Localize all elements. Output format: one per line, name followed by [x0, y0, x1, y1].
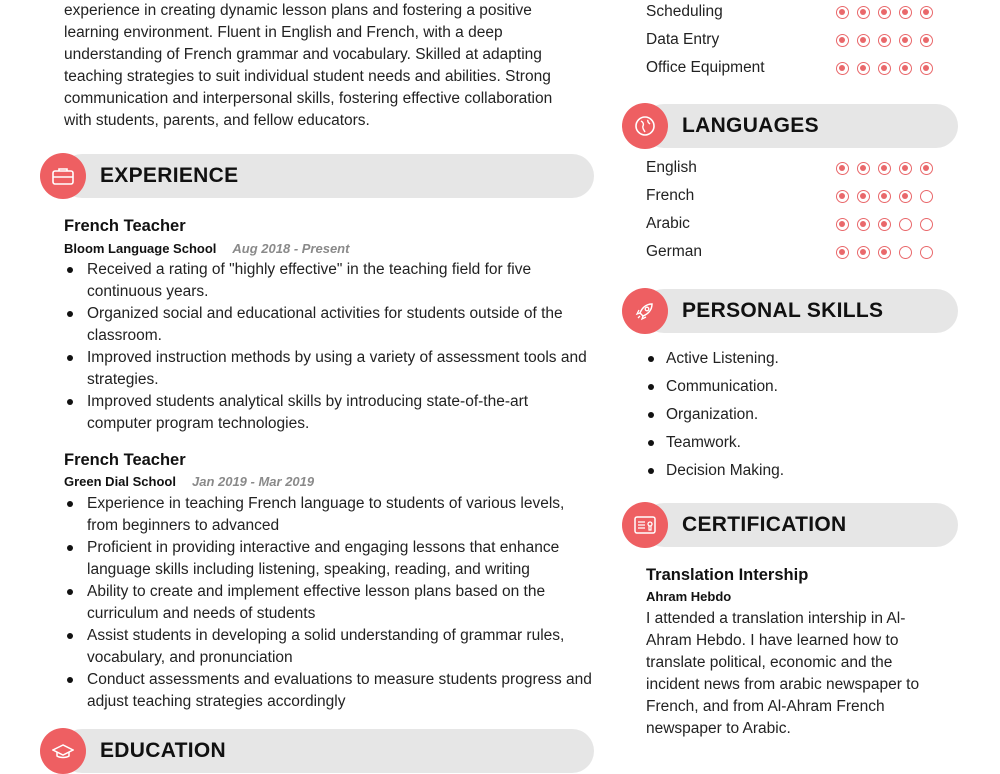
rating-dot-filled	[857, 190, 870, 203]
rating-dots	[836, 162, 933, 175]
rating-dot-filled	[836, 34, 849, 47]
language-row	[646, 159, 946, 181]
rating-dot-filled	[899, 6, 912, 19]
skill-row	[646, 59, 946, 81]
rating-dot-filled	[857, 34, 870, 47]
list-item: Improved students analytical skills by introducing state-of-the-art computer program technologies.	[64, 391, 594, 435]
language-row	[646, 187, 946, 209]
rating-dot-filled	[836, 162, 849, 175]
rating-dot-filled	[836, 190, 849, 203]
language-row	[646, 215, 946, 237]
job-meta	[64, 241, 349, 256]
list-item: Decision Making.	[646, 457, 784, 485]
rating-dot-empty	[920, 246, 933, 259]
summary-line: experience in creating dynamic lesson plans and fostering a positive	[64, 2, 532, 19]
language-label: French	[646, 187, 695, 204]
rating-dot-filled	[857, 162, 870, 175]
company-name: Green Dial School	[64, 474, 176, 489]
rating-dots	[836, 218, 933, 231]
rating-dot-filled	[857, 246, 870, 259]
rating-dot-filled	[836, 218, 849, 231]
rating-dot-empty	[899, 218, 912, 231]
job-title: French Teacher	[64, 217, 186, 235]
list-item: Improved instruction methods by using a variety of assessment tools and strategies.	[64, 347, 594, 391]
certificate-icon	[622, 502, 668, 548]
rating-dot-filled	[857, 62, 870, 75]
section-title: CERTIFICATION	[682, 513, 847, 536]
job-title: French Teacher	[64, 451, 186, 469]
rating-dot-filled	[899, 62, 912, 75]
list-item: Organized social and educational activities for students outside of the classroom.	[64, 303, 594, 347]
list-item: Ability to create and implement effective lesson plans based on the curriculum and needs of students	[64, 581, 594, 625]
job-dates: Aug 2018 - Present	[232, 241, 350, 256]
language-row	[646, 243, 946, 265]
list-item: Experience in teaching French language to students of various levels, from beginners to advanced	[64, 493, 594, 537]
rating-dot-empty	[920, 218, 933, 231]
certification-org: Ahram Hebdo	[646, 589, 732, 604]
list-item: Assist students in developing a solid understanding of grammar rules, vocabulary, and pronunciation	[64, 625, 594, 669]
rating-dot-filled	[836, 6, 849, 19]
certification-title: Translation Intership	[646, 566, 809, 584]
job-bullets	[64, 493, 594, 713]
rating-dot-filled	[920, 62, 933, 75]
summary-line: with students, parents, and fellow educators.	[64, 112, 370, 129]
language-label: English	[646, 159, 697, 176]
education-section-header	[60, 729, 594, 773]
profile-summary	[64, 0, 584, 132]
section-title: PERSONAL SKILLS	[682, 299, 884, 322]
skill-row	[646, 3, 946, 25]
list-item: Received a rating of "highly effective" in the teaching field for five continuous years.	[64, 259, 594, 303]
list-item: Teamwork.	[646, 429, 784, 457]
list-item: Organization.	[646, 401, 784, 429]
skill-label: Scheduling	[646, 3, 723, 20]
rating-dots	[836, 34, 933, 47]
globe-icon	[622, 103, 668, 149]
certification-section-header	[642, 503, 958, 547]
skill-label: Data Entry	[646, 31, 720, 48]
list-item: Communication.	[646, 373, 784, 401]
rating-dots	[836, 246, 933, 259]
rating-dot-filled	[920, 6, 933, 19]
summary-line: teaching strategies to suit individual student needs and abilities. Strong	[64, 68, 551, 85]
section-title: EXPERIENCE	[100, 164, 239, 187]
job-dates: Jan 2019 - Mar 2019	[191, 474, 315, 489]
list-item: Conduct assessments and evaluations to measure students progress and adjust teaching strategies accordingly	[64, 669, 594, 713]
rating-dots	[836, 6, 933, 19]
rocket-icon	[622, 288, 668, 334]
company-name: Bloom Language School	[64, 241, 217, 256]
rating-dot-filled	[899, 34, 912, 47]
rating-dot-filled	[836, 62, 849, 75]
job-bullets	[64, 259, 594, 435]
rating-dot-filled	[878, 6, 891, 19]
personal-skills-section-header	[642, 289, 958, 333]
summary-line: learning environment. Fluent in English and French, with a deep	[64, 24, 503, 41]
rating-dots	[836, 62, 933, 75]
language-label: German	[646, 243, 702, 260]
section-title: EDUCATION	[100, 739, 226, 762]
rating-dot-filled	[857, 218, 870, 231]
rating-dot-filled	[899, 162, 912, 175]
skill-label: Office Equipment	[646, 59, 765, 76]
language-label: Arabic	[646, 215, 690, 232]
job-meta	[64, 474, 314, 489]
graduation-cap-icon	[40, 728, 86, 774]
summary-line: understanding of French grammar and vocabulary. Skilled at adapting	[64, 46, 542, 63]
briefcase-icon	[40, 153, 86, 199]
rating-dot-filled	[920, 162, 933, 175]
rating-dot-filled	[878, 190, 891, 203]
rating-dot-filled	[878, 218, 891, 231]
personal-skills-list	[646, 345, 784, 485]
rating-dot-filled	[899, 190, 912, 203]
rating-dot-filled	[878, 162, 891, 175]
list-item: Proficient in providing interactive and engaging lessons that enhance language skills including listening, speaking, reading, and writing	[64, 537, 594, 581]
rating-dot-filled	[836, 246, 849, 259]
section-title: LANGUAGES	[682, 114, 819, 137]
summary-line: communication and interpersonal skills, fostering effective collaboration	[64, 90, 553, 107]
languages-section-header	[642, 104, 958, 148]
certification-description: I attended a translation intership in Al-Ahram Hebdo. I have learned how to translate political, economic and the incident news from arabic newspaper to French, and from Al-Ahram French newspaper to Arabic.	[646, 610, 920, 737]
rating-dot-filled	[857, 6, 870, 19]
rating-dots	[836, 190, 933, 203]
experience-section-header	[60, 154, 594, 198]
list-item: Active Listening.	[646, 345, 784, 373]
rating-dot-empty	[920, 190, 933, 203]
rating-dot-filled	[920, 34, 933, 47]
skill-row	[646, 31, 946, 53]
rating-dot-empty	[899, 246, 912, 259]
rating-dot-filled	[878, 246, 891, 259]
rating-dot-filled	[878, 34, 891, 47]
rating-dot-filled	[878, 62, 891, 75]
